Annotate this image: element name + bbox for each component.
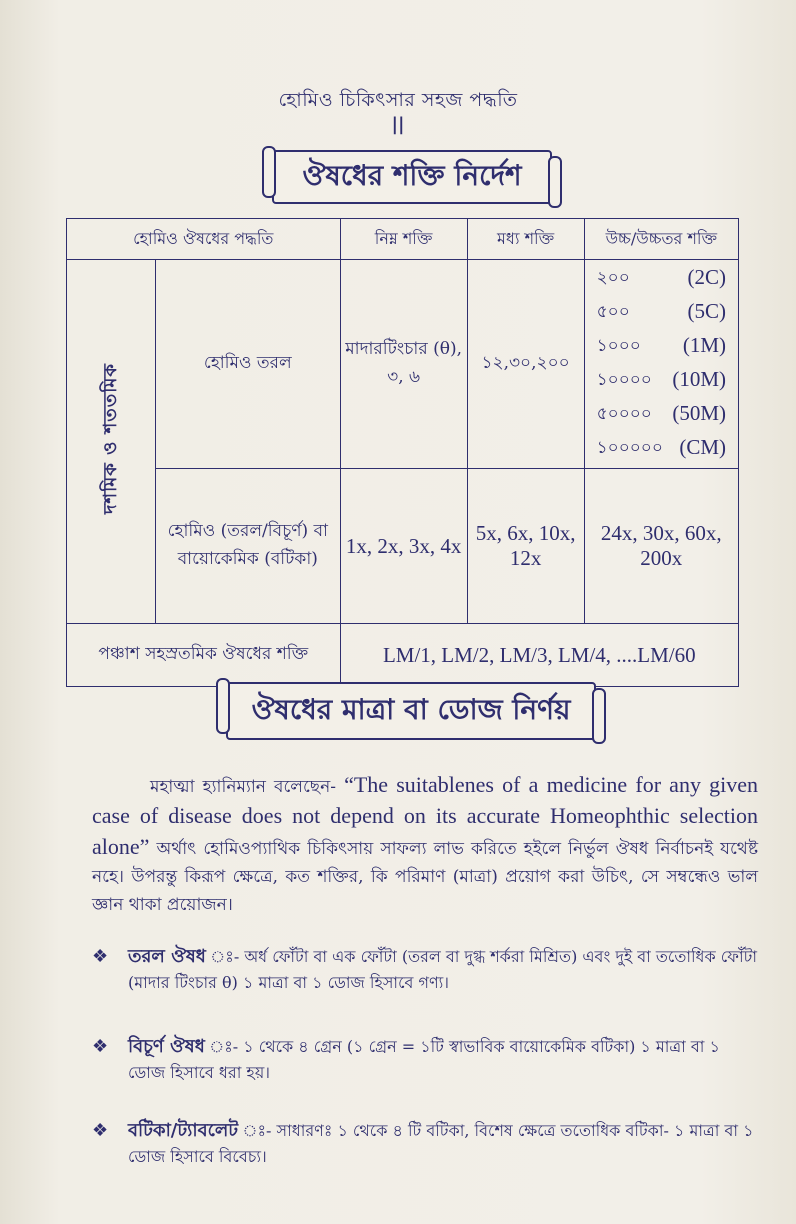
bullet-term: তরল ঔষধ [128,946,206,967]
potency-table [66,218,739,687]
row2-high: 24x, 30x, 60x, 200x [584,469,738,624]
para-quote: “The suitablenes of a medicine for any given case of disease does not depend on its accurate Homeophthic selection alone” [92,772,758,859]
row3-value: LM/1, LM/2, LM/3, LM/4, ....LM/60 [340,624,738,687]
bullet-diamond-icon: ❖ [92,1036,109,1057]
section-banner-potency [272,150,552,204]
intro-paragraph [92,770,758,919]
row1-mid: ১২,৩০,২০০ [467,260,584,469]
row2-mid: 5x, 6x, 10x, 12x [467,469,584,624]
list-item: ৫০০ (5C) [596,299,726,323]
bullet-diamond-icon: ❖ [92,946,109,967]
bullet-term: বটিকা/ট্যাবলেট [128,1120,239,1141]
group-label: দশমিক ও শততমিক [99,363,121,515]
list-item [92,944,758,996]
header-high: উচ্চ/উচ্চতর শক্তি [584,219,738,260]
page-number: || [391,114,405,135]
list-item [92,1118,758,1170]
list-item: ১০০০ (1M) [596,333,726,357]
group-label-cell [67,260,156,624]
list-item [92,1034,758,1086]
section-banner-dose [226,682,596,740]
row2-label: হোমিও (তরল/বিচূর্ণ) বা বায়োকেমিক (বটিকা) [156,469,341,624]
table-row-lm [67,624,739,687]
row2-low: 1x, 2x, 3x, 4x [340,469,467,624]
row1-high [584,260,738,469]
row3-label: পঞ্চাশ সহস্রতমিক ঔষধের শক্তি [67,624,341,687]
bullet-text: ঃ- ১ থেকে ৪ গ্রেন (১ গ্রেন = ১টি স্বাভাবিক বায়োকেমিক বটিকা) ১ মাত্রা বা ১ ডোজ হিসাবে ধরা হয়। [128,1037,720,1082]
para-lead: মহাত্মা হ্যানিম্যান বলেছেন- [150,777,336,797]
para-rest: অর্থাৎ হোমিওপ্যাথিক চিকিৎসায় সাফল্য লাভ করিতে হইলে নির্ভুল ঔষধ নির্বাচনই যথেষ্ট নহে। উপরন্তু কিরূপ ক্ষেত্রে, কত শক্তির, কি পরিমাণ (মাত্রা) প্রয়োগ করা উচিৎ, সে সম্বন্ধেও ভাল জ্ঞান থাকা প্রয়োজন। [92,839,759,915]
header-method: হোমিও ঔষধের পদ্ধতি [67,219,341,260]
table-header-row [67,219,739,260]
list-item: ২০০ (2C) [596,265,726,289]
section-title-potency: ঔষধের শক্তি নির্দেশ [302,158,522,192]
bullet-text: ঃ- সাধারণঃ ১ থেকে ৪ টি বটিকা, বিশেষ ক্ষেত্রে ততোধিক বটিকা- ১ মাত্রা বা ১ ডোজ হিসাবে বিবেচ্য। [128,1121,754,1166]
section-title-dose: ঔষধের মাত্রা বা ডোজ নির্ণয় [251,692,571,726]
list-item: ১০০০০ (10M) [596,367,726,391]
running-head: হোমিও চিকিৎসার সহজ পদ্ধতি [278,89,518,111]
list-item: ১০০০০০ (CM) [596,435,726,459]
row1-low: মাদারটিংচার (θ), ৩, ৬ [340,260,467,469]
table-row-homeo-biochemic [67,469,739,624]
bullet-diamond-icon: ❖ [92,1120,109,1141]
table-row-homeo-liquid [67,260,739,469]
bullet-text: ঃ- অর্ধ ফোঁটা বা এক ফোঁটা (তরল বা দুগ্ধ শর্করা মিশ্রিত) এবং দুই বা ততোধিক ফোঁটা (মাদার টিংচার θ) ১ মাত্রা বা ১ ডোজ হিসাবে গণ্য। [128,947,757,992]
row1-label: হোমিও তরল [156,260,341,469]
header-low: নিম্ন শক্তি [340,219,467,260]
list-item: ৫০০০০ (50M) [596,401,726,425]
bullet-term: বিচূর্ণ ঔষধ [128,1036,205,1057]
high-potency-list [589,262,734,466]
header-mid: মধ্য শক্তি [467,219,584,260]
